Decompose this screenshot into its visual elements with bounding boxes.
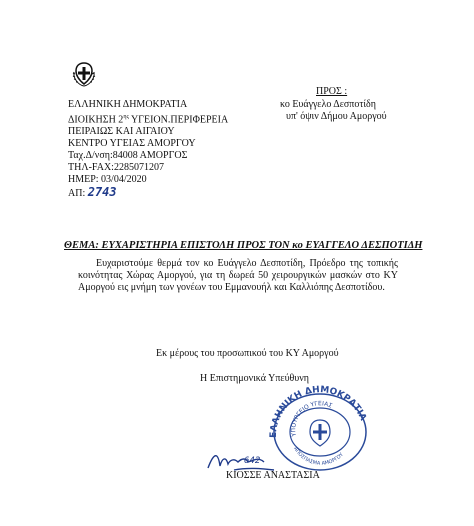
body-text: Ευχαριστούμε θερμά τον κο Ευάγγελο Δεσποτίδη, Πρόεδρο της τοπικής κοινότητας Χώρας Αμοργού, για τη δωρεά 50 χειρουργικών μασκών στο ΚΥ Αμοργού εις μνήμη των γονέων του Εμμανουήλ και Καλλιόπης Δεσποτίδου. bbox=[78, 258, 398, 293]
sender-header bbox=[68, 99, 228, 200]
svg-text:ΥΠΟΥΡΓΕΙΟ ΥΓΕΙΑΣ: ΥΠΟΥΡΓΕΙΟ ΥΓΕΙΑΣ bbox=[290, 400, 334, 437]
header-line: ΚΕΝΤΡΟ ΥΓΕΙΑΣ ΑΜΟΡΓΟΥ bbox=[68, 138, 196, 150]
protocol-label: ΑΠ: bbox=[68, 188, 86, 200]
recipient-attention: υπ' όψιν Δήμου Αμοργού bbox=[286, 111, 387, 122]
protocol-number: 2743 bbox=[87, 185, 117, 200]
header-line: ΕΛΛΗΝΙΚΗ ΔΗΜΟΚΡΑΤΙΑ bbox=[68, 99, 188, 110]
subject-line: ΘΕΜΑ: ΕΥΧΑΡΙΣΤΗΡΙΑ ΕΠΙΣΤΟΛΗ ΠΡΟΣ ΤΟΝ κο ΕΥΑΓΓΕΛΟ ΔΕΣΠΟΤΙΔΗ bbox=[64, 240, 423, 251]
signatory-title: Η Επιστημονικά Υπεύθυνη bbox=[200, 373, 310, 384]
svg-text:642: 642 bbox=[244, 456, 261, 466]
official-stamp bbox=[258, 378, 378, 483]
closing-line: Εκ μέρους του προσωπικού του ΚΥ Αμοργού bbox=[156, 348, 339, 359]
header-line: ΤΗΛ-FAX:2285071207 bbox=[68, 162, 164, 174]
header-line: ΔΙΟΙΚΗΣΗ $2^{\eta\varsigma}$ ΥΓΕΙΟΝ.ΠΕΡΙΦΕΡΕΙΑ bbox=[68, 114, 229, 126]
recipient-name: κο Ευάγγελο Δεσποτίδη bbox=[280, 99, 377, 110]
protocol-line bbox=[68, 186, 228, 200]
signatory-name: ΚΙΟΣΣΕ ΑΝΑΣΤΑΣΙΑ bbox=[226, 470, 320, 481]
date-line: ΗΜΕΡ: 03/04/2020 bbox=[68, 174, 147, 186]
body-paragraph bbox=[78, 258, 398, 294]
svg-text:ΕΛΛΗΝΙΚΗ ΔΗΜΟΚΡΑΤΙΑ: ΕΛΛΗΝΙΚΗ ΔΗΜΟΚΡΑΤΙΑ bbox=[268, 385, 368, 439]
greek-emblem-icon bbox=[70, 60, 98, 93]
recipient-label: ΠΡΟΣ : bbox=[316, 86, 348, 97]
svg-text:ΑΠΟΣΠΑΣΜΑ ΑΜΟΡΓΟΥ: ΑΠΟΣΠΑΣΜΑ ΑΜΟΡΓΟΥ bbox=[292, 446, 345, 467]
header-line: ΠΕΙΡΑΙΩΣ ΚΑΙ ΑΙΓΑΙΟΥ bbox=[68, 126, 175, 138]
header-line: Ταχ.Δ/νση:84008 ΑΜΟΡΓΟΣ bbox=[68, 150, 188, 162]
